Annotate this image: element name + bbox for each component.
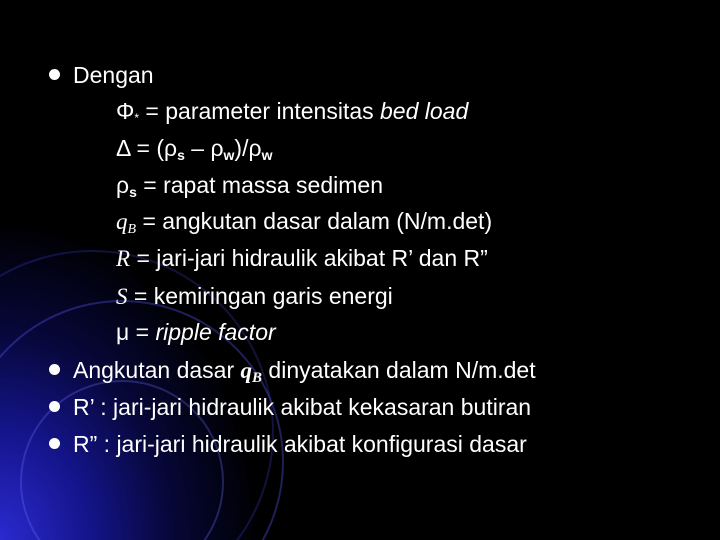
definition-s: S = kemiringan garis energi: [116, 283, 393, 309]
definition-qb: $q_B$ = angkutan dasar dalam (N/m.det): [116, 208, 493, 237]
bullet-marker: [49, 364, 60, 375]
definition-delta: $\Delta = (\rho_s - \rho_w)/\rho_w$: [116, 135, 273, 163]
bullet-marker: [49, 438, 60, 449]
definition-phi: Φ* = parameter intensitas bed load: [116, 98, 469, 125]
definition-r: R = jari-jari hidraulik akibat R’ dan R”: [116, 245, 488, 271]
definition-mu: μ = ripple factor: [116, 319, 276, 345]
bullet-item: R” : jari-jari hidraulik akibat konfigurasi dasar: [73, 431, 527, 457]
bullet-marker: [49, 401, 60, 412]
definition-rho-s: $\rho_s$ = rapat massa sedimen: [116, 172, 383, 200]
bullet-item: Angkutan dasar qB dinyatakan dalam N/m.det: [73, 357, 536, 386]
bullet-item: Dengan: [73, 62, 154, 88]
bullet-item: R’ : jari-jari hidraulik akibat kekasaran butiran: [73, 394, 532, 420]
bullet-marker: [49, 69, 60, 80]
